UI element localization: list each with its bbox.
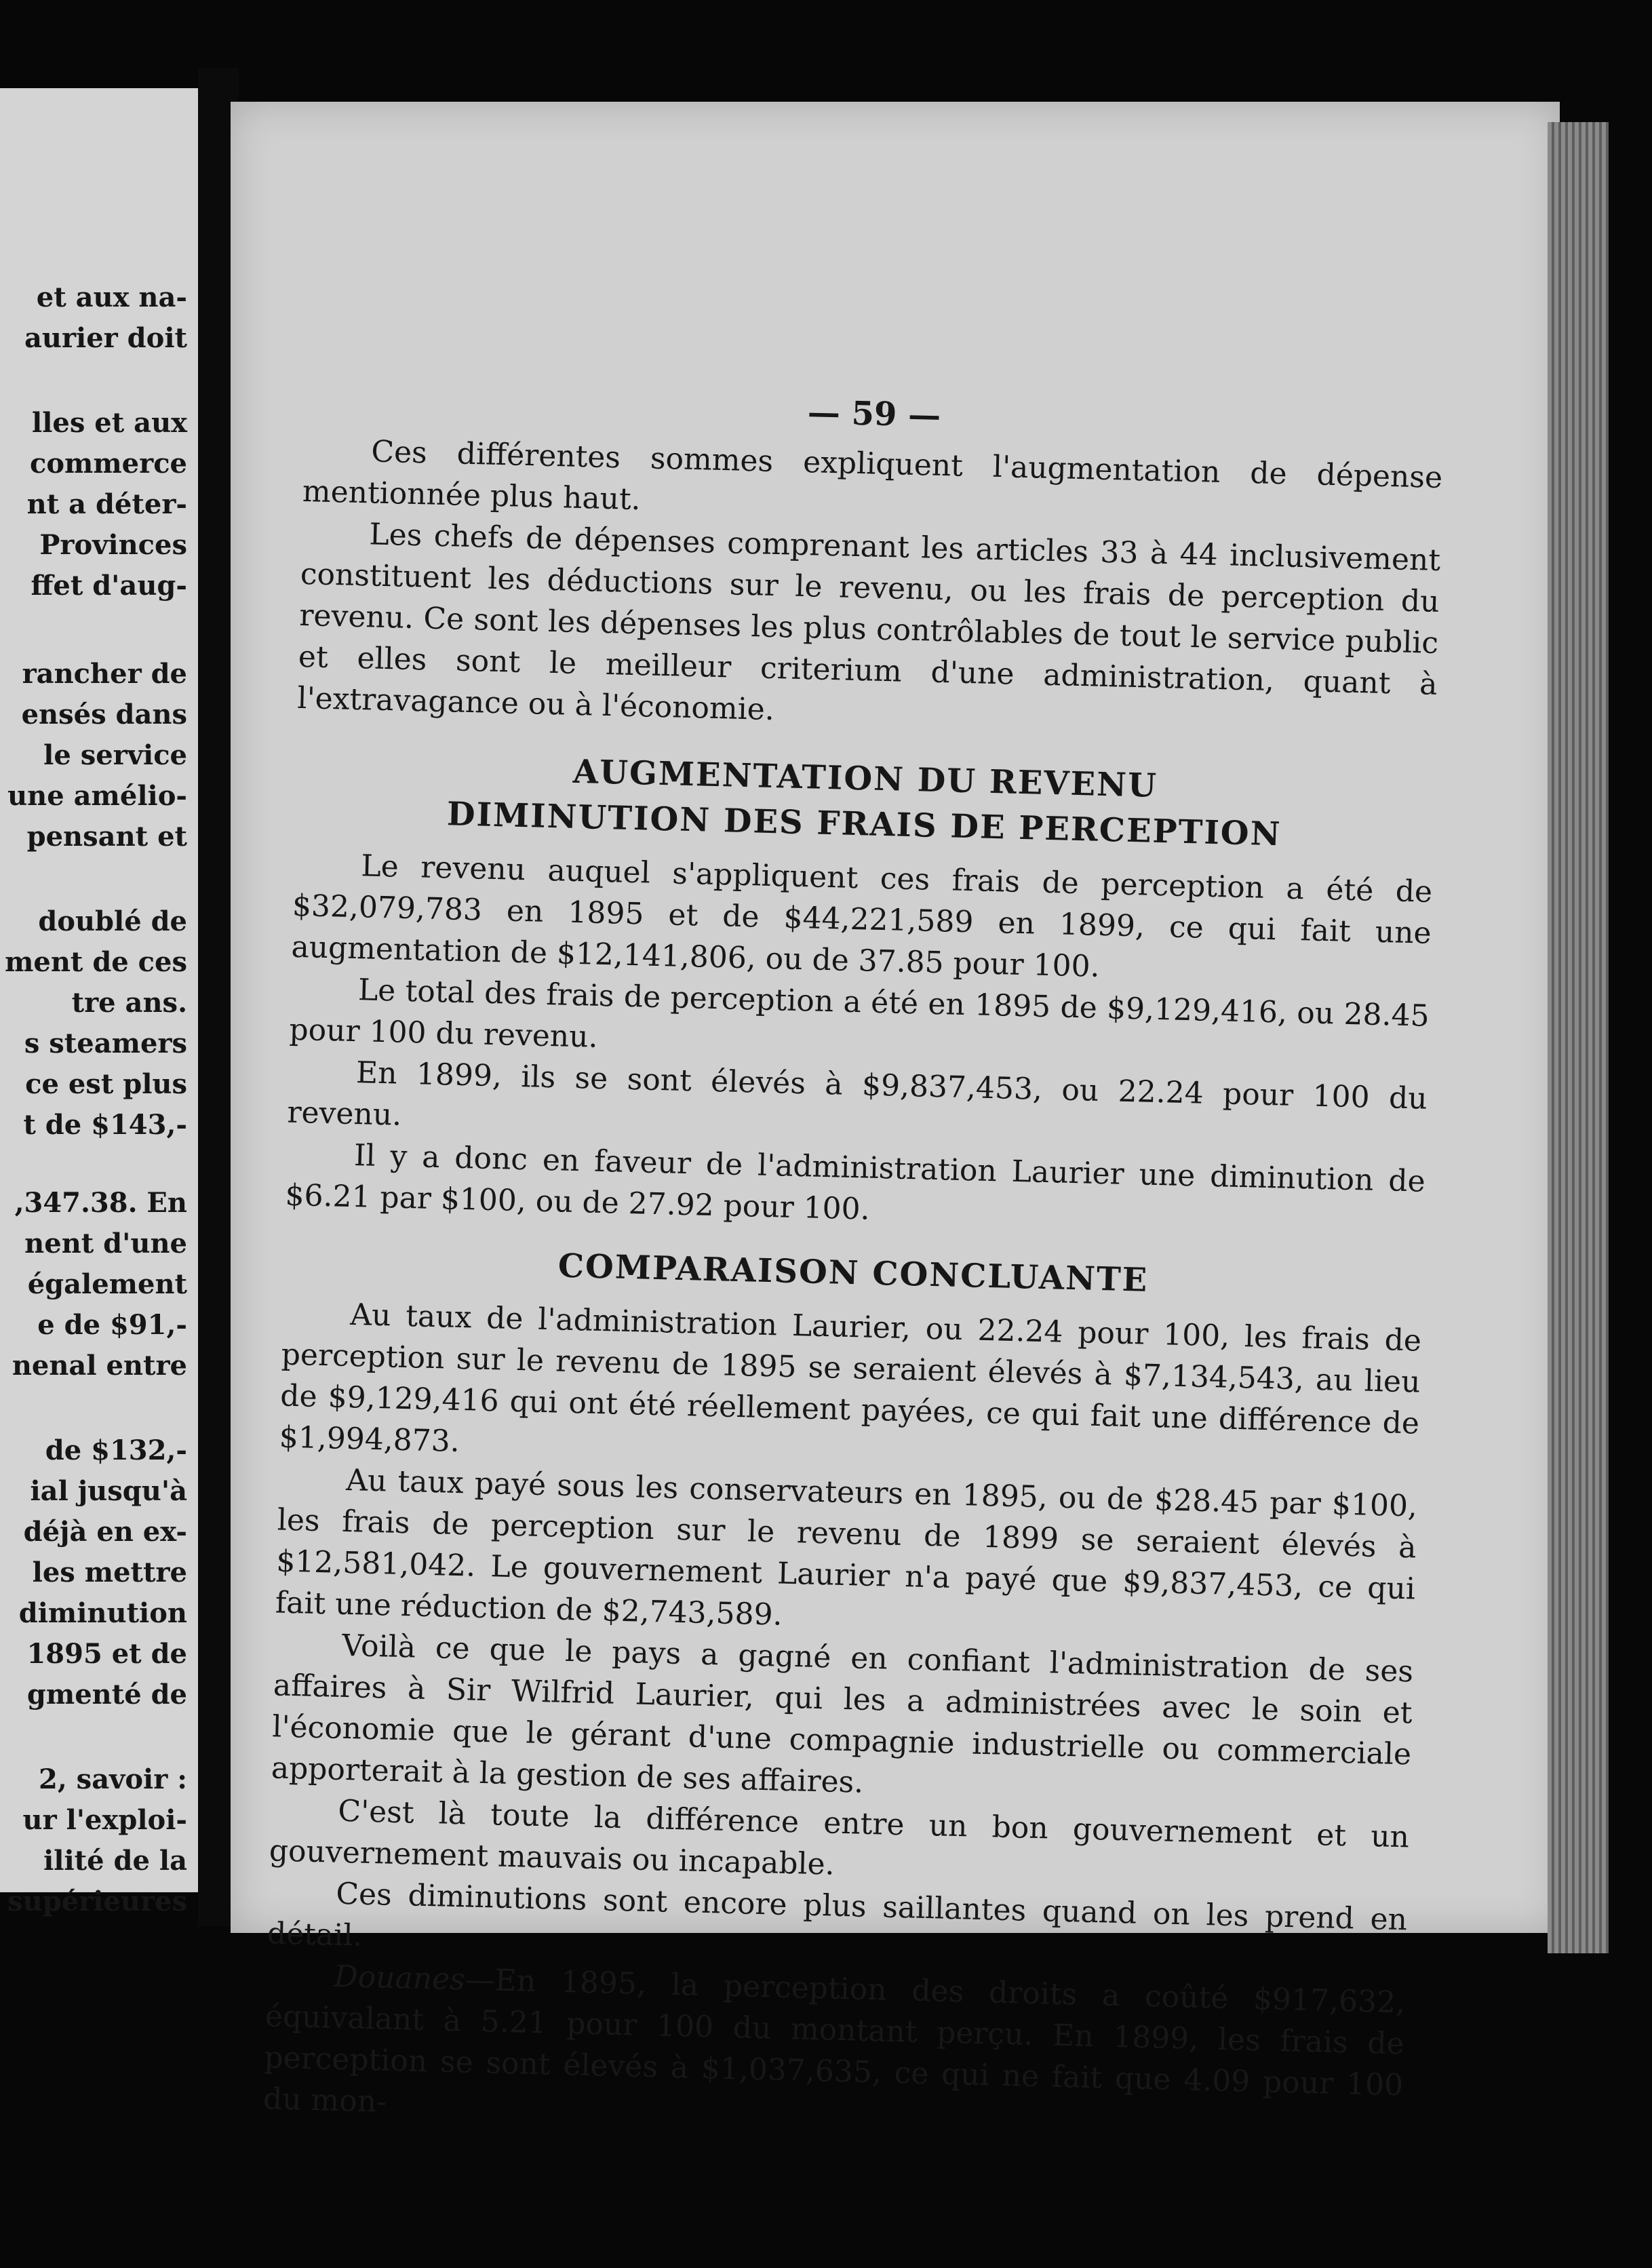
left-page-fragment: s steamers <box>24 1028 187 1059</box>
paragraph: Au taux de l'administration Laurier, ou 22.24 pour 100, les frais de perception sur le revenu de 1895 se seraient élevés à $7,134,543, au lieu de $9,129,416 qui ont été réellement payées, ce qui fait une différence de $1,994,873. <box>279 1297 1422 1460</box>
left-page-fragment: 1895 et de <box>26 1638 187 1670</box>
left-facing-page <box>0 88 198 1917</box>
left-page-fragment: ur l'exploi- <box>22 1804 187 1836</box>
left-page-fragment: ilité de la <box>43 1845 187 1877</box>
left-page-fragment: rancher de <box>22 658 187 690</box>
paragraph: Au taux payé sous les conservateurs en 1895, ou de $28.45 par $100, les frais de perception sur le revenu de 1899 se seraient élevés à $12,581,042. Le gouvernement Laurier n'a payé que $9,837,453, ce qui fait une réduction de $2,743,589. <box>275 1462 1418 1632</box>
douanes-text: —En 1895, la perception des droits a coûté $917,632, équivalant à 5.21 pour 100 du montant perçu. En 1899, les frais de perception se sont élevés à $1,037,635, ce qui ne fait que 4.09 pour 100 du mon- <box>262 1962 1406 2119</box>
left-page-fragment: pensant et <box>26 821 187 853</box>
paragraph-douanes <box>262 1954 1405 2147</box>
left-page-fragment: diminution <box>18 1597 187 1629</box>
douanes-label: Douanes <box>333 1959 466 1997</box>
left-page-fragment: tre ans. <box>71 987 187 1019</box>
left-page-fragment: gmenté de <box>26 1679 187 1710</box>
page-number: — 59 — <box>807 393 941 435</box>
left-page-fragment: 2, savoir : <box>38 1763 187 1795</box>
left-page-fragment: ensés dans <box>21 699 187 730</box>
section-heading: COMPARAISON CONCLUANTE <box>557 1247 1149 1299</box>
left-page-fragment: ial jusqu'à <box>30 1475 187 1507</box>
left-page-fragment: ce est plus <box>25 1068 187 1100</box>
left-page-fragment: et aux na- <box>36 281 187 313</box>
left-page-fragment: t de $143,- <box>23 1109 187 1141</box>
paragraph: Le revenu auquel s'appliquent ces frais de perception a été de $32,079,783 en 1895 et de $44,221,589 en 1899, ce qui fait une augmentation de $12,141,806, ou de 37.85 pour 100. <box>290 848 1433 984</box>
left-page-fragment: les mettre <box>32 1557 187 1588</box>
left-page-fragment: Provinces <box>39 529 187 561</box>
paragraph: Le total des frais de perception a été en 1895 de $9,129,416, ou 28.45 pour 100 du revenu. <box>288 973 1430 1055</box>
left-page-fragment: nent d'une <box>24 1228 187 1259</box>
paragraph: Ces diminutions sont encore plus saillantes quand on les prend en détail. <box>267 1876 1408 1953</box>
left-page-fragment: nenal entre <box>12 1350 187 1382</box>
left-page-fragment: nt a déter- <box>26 488 187 520</box>
paragraph: Voilà ce que le pays a gagné en confiant l'administration de ses affaires à Sir Wilfrid Laurier, qui les a administrées avec le soin et l'économie que le gérant d'une compagnie industrielle ou commerciale apporterait à la gestion de ses affaires. <box>271 1628 1414 1800</box>
left-page-fragment: ment de ces <box>5 946 187 978</box>
left-page-fragment: supérieures <box>7 1885 187 1917</box>
paragraph: Les chefs de dépenses comprenant les articles 33 à 44 inclusivement constituent les déductions sur le revenu, ou les frais de perception du revenu. Ce sont les dépenses les plus contrôlables de tout le service public et elles sont le meilleur criterium d'une administration, quant à l'extravagance ou à l'économie. <box>296 517 1441 728</box>
left-page-fragment: ffet d'aug- <box>31 570 187 602</box>
page-content <box>262 380 1444 2147</box>
paragraph: Ces différentes sommes expliquent l'augmentation de dépense mentionnée plus haut. <box>302 434 1443 517</box>
left-page-fragment: également <box>27 1268 187 1300</box>
left-page-fragment: le service <box>43 739 187 771</box>
left-page-fragment: doublé de <box>38 905 187 937</box>
section-subheading: DIMINUTION DES FRAIS DE PERCEPTION <box>446 795 1282 854</box>
page-edges <box>1548 122 1609 1953</box>
left-page-fragment: e de $91,- <box>37 1309 187 1341</box>
left-page-fragment: lles et aux <box>32 407 187 439</box>
paragraph: En 1899, ils se sont élevés à $9,837,453, ou 22.24 pour 100 du revenu. <box>286 1055 1428 1133</box>
paragraph: Il y a donc en faveur de l'administration Laurier une diminution de $6.21 par $100, ou de 27.92 pour 100. <box>284 1138 1426 1227</box>
left-page-fragment: déjà en ex- <box>23 1516 187 1548</box>
left-page-fragment: commerce <box>29 448 187 480</box>
left-page-fragment: une amélio- <box>7 780 187 812</box>
paragraph: C'est là toute la différence entre un bon gouvernement et un gouvernement mauvais ou incapable. <box>269 1793 1410 1882</box>
left-page-fragment: aurier doit <box>24 322 187 354</box>
left-page-fragment: ,347.38. En <box>14 1187 187 1219</box>
left-page-fragment: de $132,- <box>45 1434 187 1466</box>
section-heading: AUGMENTATION DU REVENU <box>572 752 1158 805</box>
